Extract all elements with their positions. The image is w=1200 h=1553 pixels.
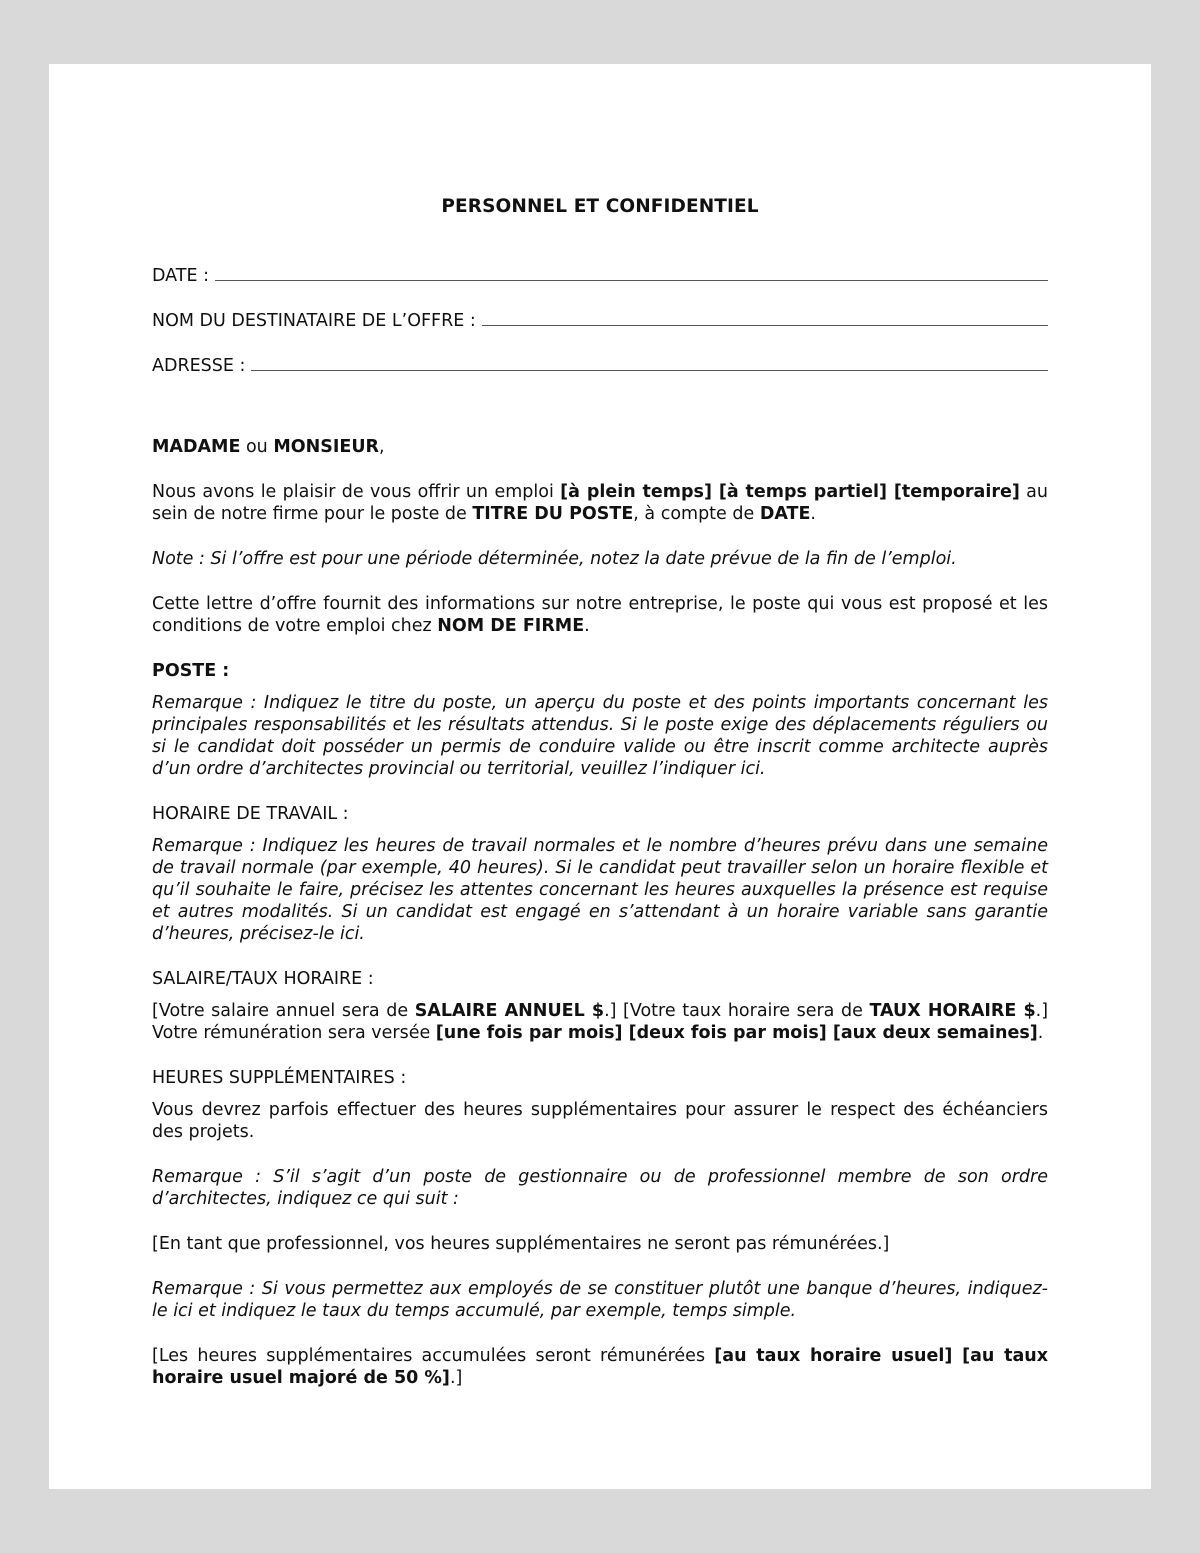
recipient-label: NOM DU DESTINATAIRE DE L’OFFRE : <box>152 311 476 331</box>
salaire-heading: SALAIRE/TAUX HORAIRE : <box>152 969 374 989</box>
document-body <box>152 196 1048 1389</box>
accumulated-hours-paragraph: [Les heures supplémentaires accumulées seront rémunérées [au taux horaire usuel] [au taux horaire usuel majoré de 50 %].] <box>152 1346 1049 1388</box>
offer-info-paragraph: Cette lettre d’offre fournit des informations sur notre entreprise, le poste qui vous est proposé et les conditions de votre emploi chez NOM DE FIRME. <box>152 594 1048 636</box>
intro-paragraph: Nous avons le plaisir de vous offrir un emploi [à plein temps] [à temps partiel] [temporaire] au sein de notre firme pour le poste de TITRE DU POSTE, à compte de DATE. <box>152 482 1049 524</box>
heures-sup-remark-2: Remarque : Si vous permettez aux employés de se constituer plutôt une banque d’heures, indiquez-le ici et indiquez le taux du temps accumulé, par exemple, temps simple. <box>152 1279 1048 1321</box>
horaire-heading: HORAIRE DE TRAVAIL : <box>152 804 349 824</box>
poste-heading: POSTE : <box>152 661 230 681</box>
date-label: DATE : <box>152 266 209 286</box>
document-page <box>49 64 1151 1489</box>
salutation: MADAME ou MONSIEUR, <box>152 437 385 457</box>
date-field <box>152 265 1048 287</box>
professional-paragraph: [En tant que professionnel, vos heures supplémentaires ne seront pas rémunérées.] <box>152 1234 890 1254</box>
poste-remark: Remarque : Indiquez le titre du poste, un aperçu du poste et des points importants concernant les principales responsabilités et les résultats attendus. Si le poste exige des déplacements réguliers ou si le candidat doit posséder un permis de conduire valide ou être inscrit comme architecte auprès d’un ordre d’architectes provincial ou territorial, veuillez l’indiquer ici. <box>152 693 1048 779</box>
document-title: PERSONNEL ET CONFIDENTIEL <box>441 196 759 217</box>
recipient-blank-line <box>482 311 1048 326</box>
date-blank-line <box>215 266 1048 281</box>
address-field <box>152 355 1048 377</box>
address-label: ADRESSE : <box>152 356 246 376</box>
heures-sup-remark-1: Remarque : S’il s’agit d’un poste de gestionnaire ou de professionnel membre de son ordre d’architectes, indiquez ce qui suit : <box>152 1167 1048 1209</box>
salaire-paragraph: [Votre salaire annuel sera de SALAIRE ANNUEL $.] [Votre taux horaire sera de TAUX HORAIRE $.] Votre rémunération sera versée [une fois par mois] [deux fois par mois] [aux deux semaines]. <box>152 1001 1049 1043</box>
note-period: Note : Si l’offre est pour une période déterminée, notez la date prévue de la fin de l’emploi. <box>152 549 957 569</box>
horaire-remark: Remarque : Indiquez les heures de travail normales et le nombre d’heures prévu dans une semaine de travail normale (par exemple, 40 heures). Si le candidat peut travailler selon un horaire flexible et qu’il souhaite le faire, précisez les attentes concernant les heures auxquelles la présence est requise et autres modalités. Si un candidat est engagé en s’attendant à un horaire variable sans garantie d’heures, précisez-le ici. <box>152 836 1048 944</box>
heures-sup-paragraph: Vous devrez parfois effectuer des heures supplémentaires pour assurer le respect des échéanciers des projets. <box>152 1100 1048 1142</box>
recipient-field <box>152 310 1048 332</box>
address-blank-line <box>251 356 1048 371</box>
heures-sup-heading: HEURES SUPPLÉMENTAIRES : <box>152 1068 407 1088</box>
